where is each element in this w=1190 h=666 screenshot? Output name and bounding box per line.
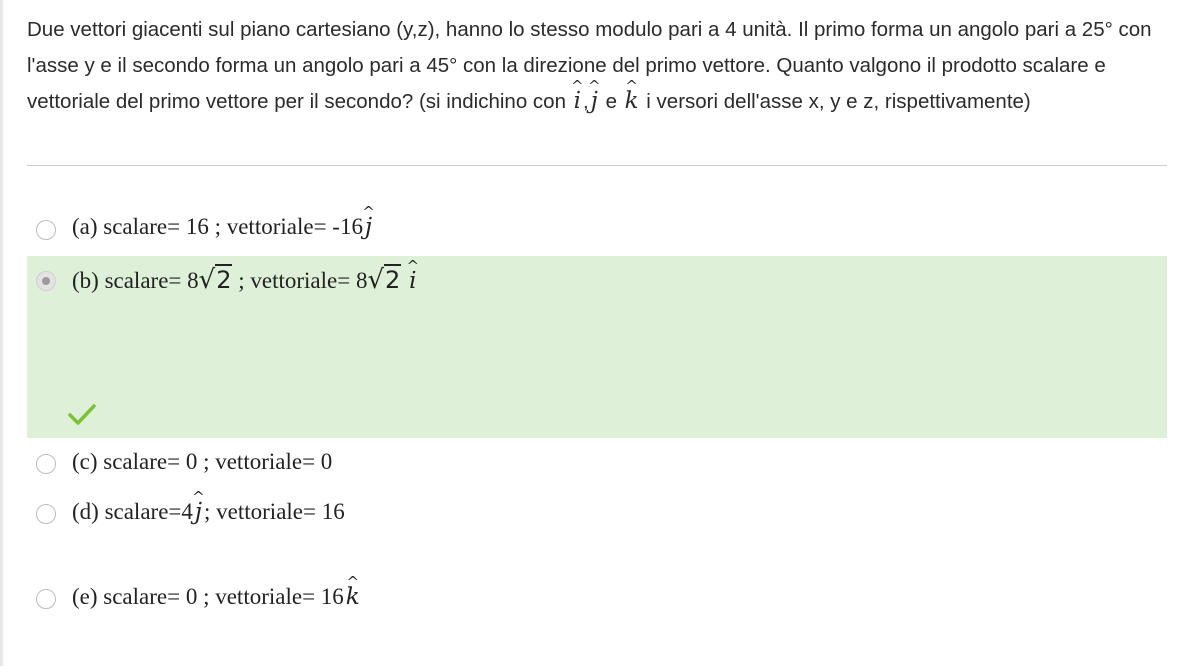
option-c-label: (c) scalare= 0 ; vettoriale= 0 bbox=[72, 449, 333, 474]
j-hat-symbol: ^ j bbox=[365, 216, 372, 239]
j-hat-symbol: ^ j bbox=[591, 90, 598, 113]
i-hat-symbol: ^ i bbox=[409, 270, 416, 293]
question-comma: , bbox=[583, 90, 589, 113]
question-part-1: Due vettori giacenti sul piano cartesiano (y,z), hanno lo stesso modulo pari a 4 unità. Il primo forma un angolo pari a 25° con l'asse y e il secondo forma un angolo pari a 45° con la direzione del primo vettore. Quanto valgono il prodotto scalare e vettoriale del primo vettore per il secondo? (si indichino con bbox=[27, 18, 1152, 113]
option-d-suffix: ; vettoriale= 16 bbox=[204, 499, 345, 524]
option-b-root-2: 2 bbox=[385, 266, 401, 294]
option-b[interactable] bbox=[27, 256, 1167, 438]
k-hat-symbol: ^ k bbox=[346, 586, 360, 609]
k-hat-symbol: ^ k bbox=[625, 90, 639, 113]
question-part-2: i versori dell'asse x, y e z, rispettivamente) bbox=[640, 90, 1031, 113]
sqrt-icon: √ bbox=[198, 265, 216, 295]
question-and: e bbox=[599, 90, 623, 113]
option-b-root: 2 bbox=[216, 266, 232, 294]
option-e-label bbox=[72, 584, 362, 610]
radio-circle-icon[interactable] bbox=[36, 220, 56, 240]
radio-circle-icon[interactable] bbox=[36, 454, 56, 474]
option-a-text: (a) scalare= 16 ; vettoriale= -16 bbox=[72, 214, 363, 239]
option-b-text: (b) scalare= 8 bbox=[72, 268, 199, 293]
i-hat-symbol: ^ i bbox=[574, 90, 581, 113]
radio-circle-icon[interactable] bbox=[36, 504, 56, 524]
j-hat-symbol: ^ j bbox=[195, 501, 202, 524]
option-d-text: (d) scalare=4 bbox=[72, 499, 193, 524]
option-b-middle: ; vettoriale= 8 bbox=[232, 268, 368, 293]
option-d-label bbox=[72, 499, 345, 525]
option-b-label bbox=[72, 265, 418, 295]
option-d[interactable] bbox=[27, 490, 1167, 538]
question-divider bbox=[27, 165, 1167, 166]
option-e[interactable] bbox=[27, 575, 1167, 623]
radio-circle-icon[interactable] bbox=[36, 589, 56, 609]
checkmark-icon bbox=[67, 402, 97, 428]
option-a-label bbox=[72, 214, 374, 240]
radio-circle-icon[interactable] bbox=[36, 271, 56, 291]
sqrt-icon: √ bbox=[367, 265, 385, 295]
option-c[interactable] bbox=[27, 440, 1167, 488]
option-a[interactable] bbox=[27, 205, 1167, 253]
question-text bbox=[27, 12, 1167, 120]
left-border bbox=[0, 0, 3, 666]
option-e-text: (e) scalare= 0 ; vettoriale= 16 bbox=[72, 584, 344, 609]
